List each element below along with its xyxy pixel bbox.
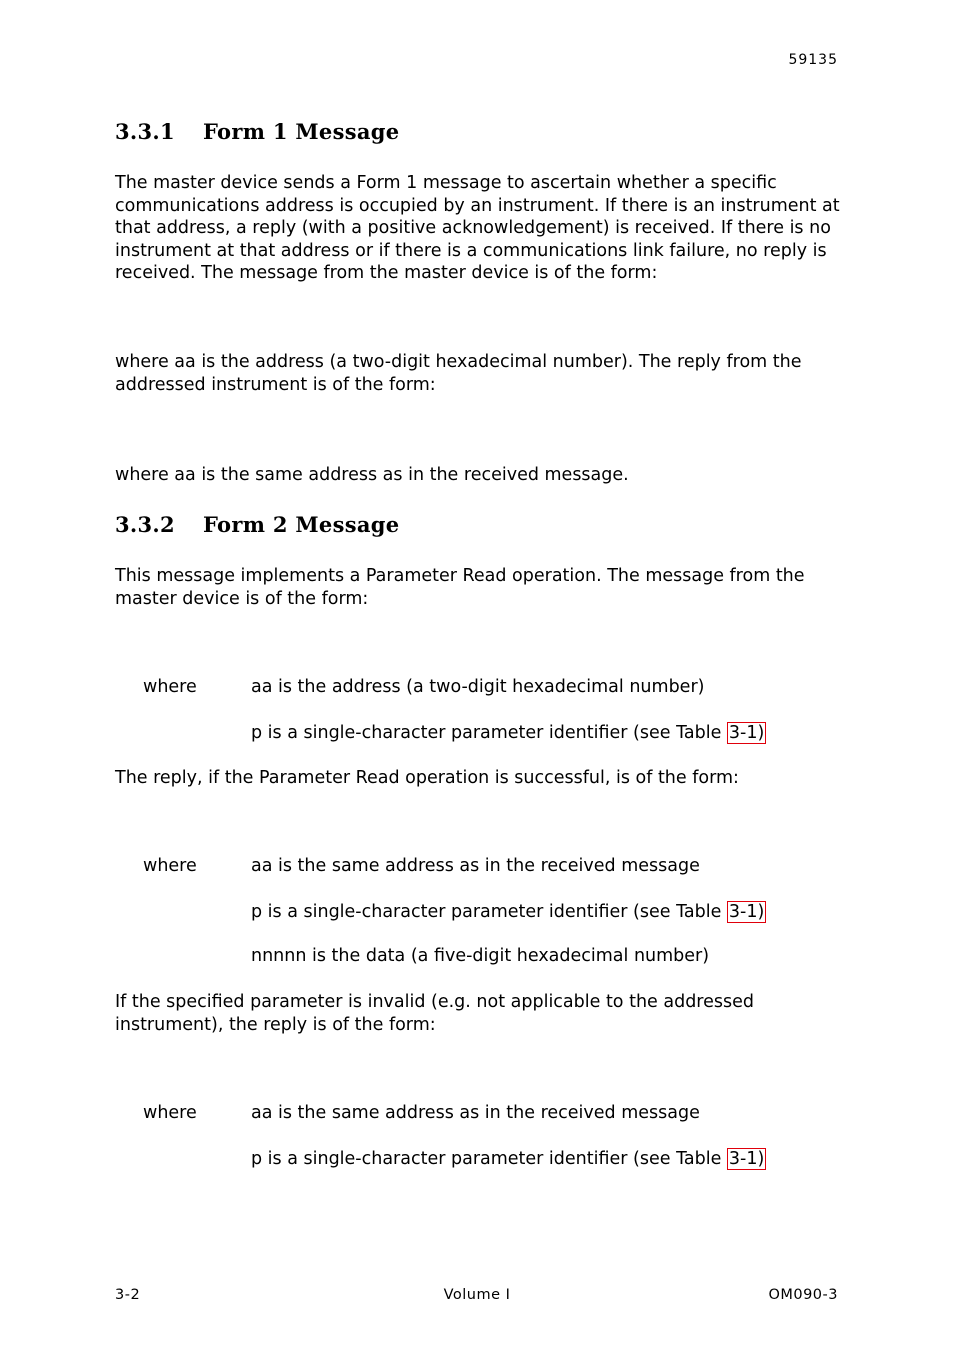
- section-number: 3.3.1: [115, 119, 175, 144]
- form1-address-paragraph: where aa is the address (a two-digit hexadecimal number). The reply from the addressed instrument is of the form:: [115, 352, 802, 395]
- definition-parameter: [251, 722, 766, 744]
- footer-volume: Volume I: [443, 1287, 511, 1303]
- definition-parameter-text: p is a single-character parameter identifier (see Table: [251, 723, 727, 743]
- section-heading-332: [115, 512, 399, 537]
- form2-intro-paragraph: This message implements a Parameter Read operation. The message from the master device is of the form:: [115, 566, 805, 609]
- section-title: Form 2 Message: [203, 512, 400, 537]
- form1-intro-paragraph: The master device sends a Form 1 message to ascertain whether a specific communications address is occupied by an instrument. If there is an instrument at that address, a reply (with a positive acknowledgement) is received. If there is no instrument at that address or if there is a communications link failure, no reply is received. The message from the master device is of the form:: [115, 173, 840, 283]
- where-label: where: [143, 677, 197, 697]
- footer-page-number: 3-2: [115, 1287, 141, 1303]
- definition-parameter-text: p is a single-character parameter identifier (see Table: [251, 902, 727, 922]
- where-label: where: [143, 1103, 197, 1123]
- definition-parameter: [251, 901, 766, 923]
- section-number: 3.3.2: [115, 512, 175, 537]
- definition-parameter: [251, 1148, 766, 1170]
- table-3-1-link[interactable]: 3-1): [728, 723, 765, 743]
- form2-reply-paragraph: The reply, if the Parameter Read operation is successful, is of the form:: [115, 768, 739, 788]
- section-title: Form 1 Message: [203, 119, 400, 144]
- definition-data: nnnnn is the data (a five-digit hexadecimal number): [251, 946, 710, 966]
- form1-reply-paragraph: where aa is the same address as in the received message.: [115, 465, 629, 485]
- where-label: where: [143, 856, 197, 876]
- table-3-1-link[interactable]: 3-1): [728, 1149, 765, 1169]
- definition-address: aa is the address (a two-digit hexadecimal number): [251, 677, 705, 697]
- footer-document-code: OM090-3: [768, 1287, 838, 1303]
- table-3-1-link[interactable]: 3-1): [728, 902, 765, 922]
- document-number: 59135: [788, 52, 838, 68]
- definition-parameter-text: p is a single-character parameter identifier (see Table: [251, 1149, 727, 1169]
- section-heading-331: [115, 119, 399, 144]
- form2-invalid-paragraph: If the specified parameter is invalid (e.g. not applicable to the addressed instrument), the reply is of the form:: [115, 992, 754, 1035]
- definition-address: aa is the same address as in the received message: [251, 856, 700, 876]
- definition-address: aa is the same address as in the received message: [251, 1103, 700, 1123]
